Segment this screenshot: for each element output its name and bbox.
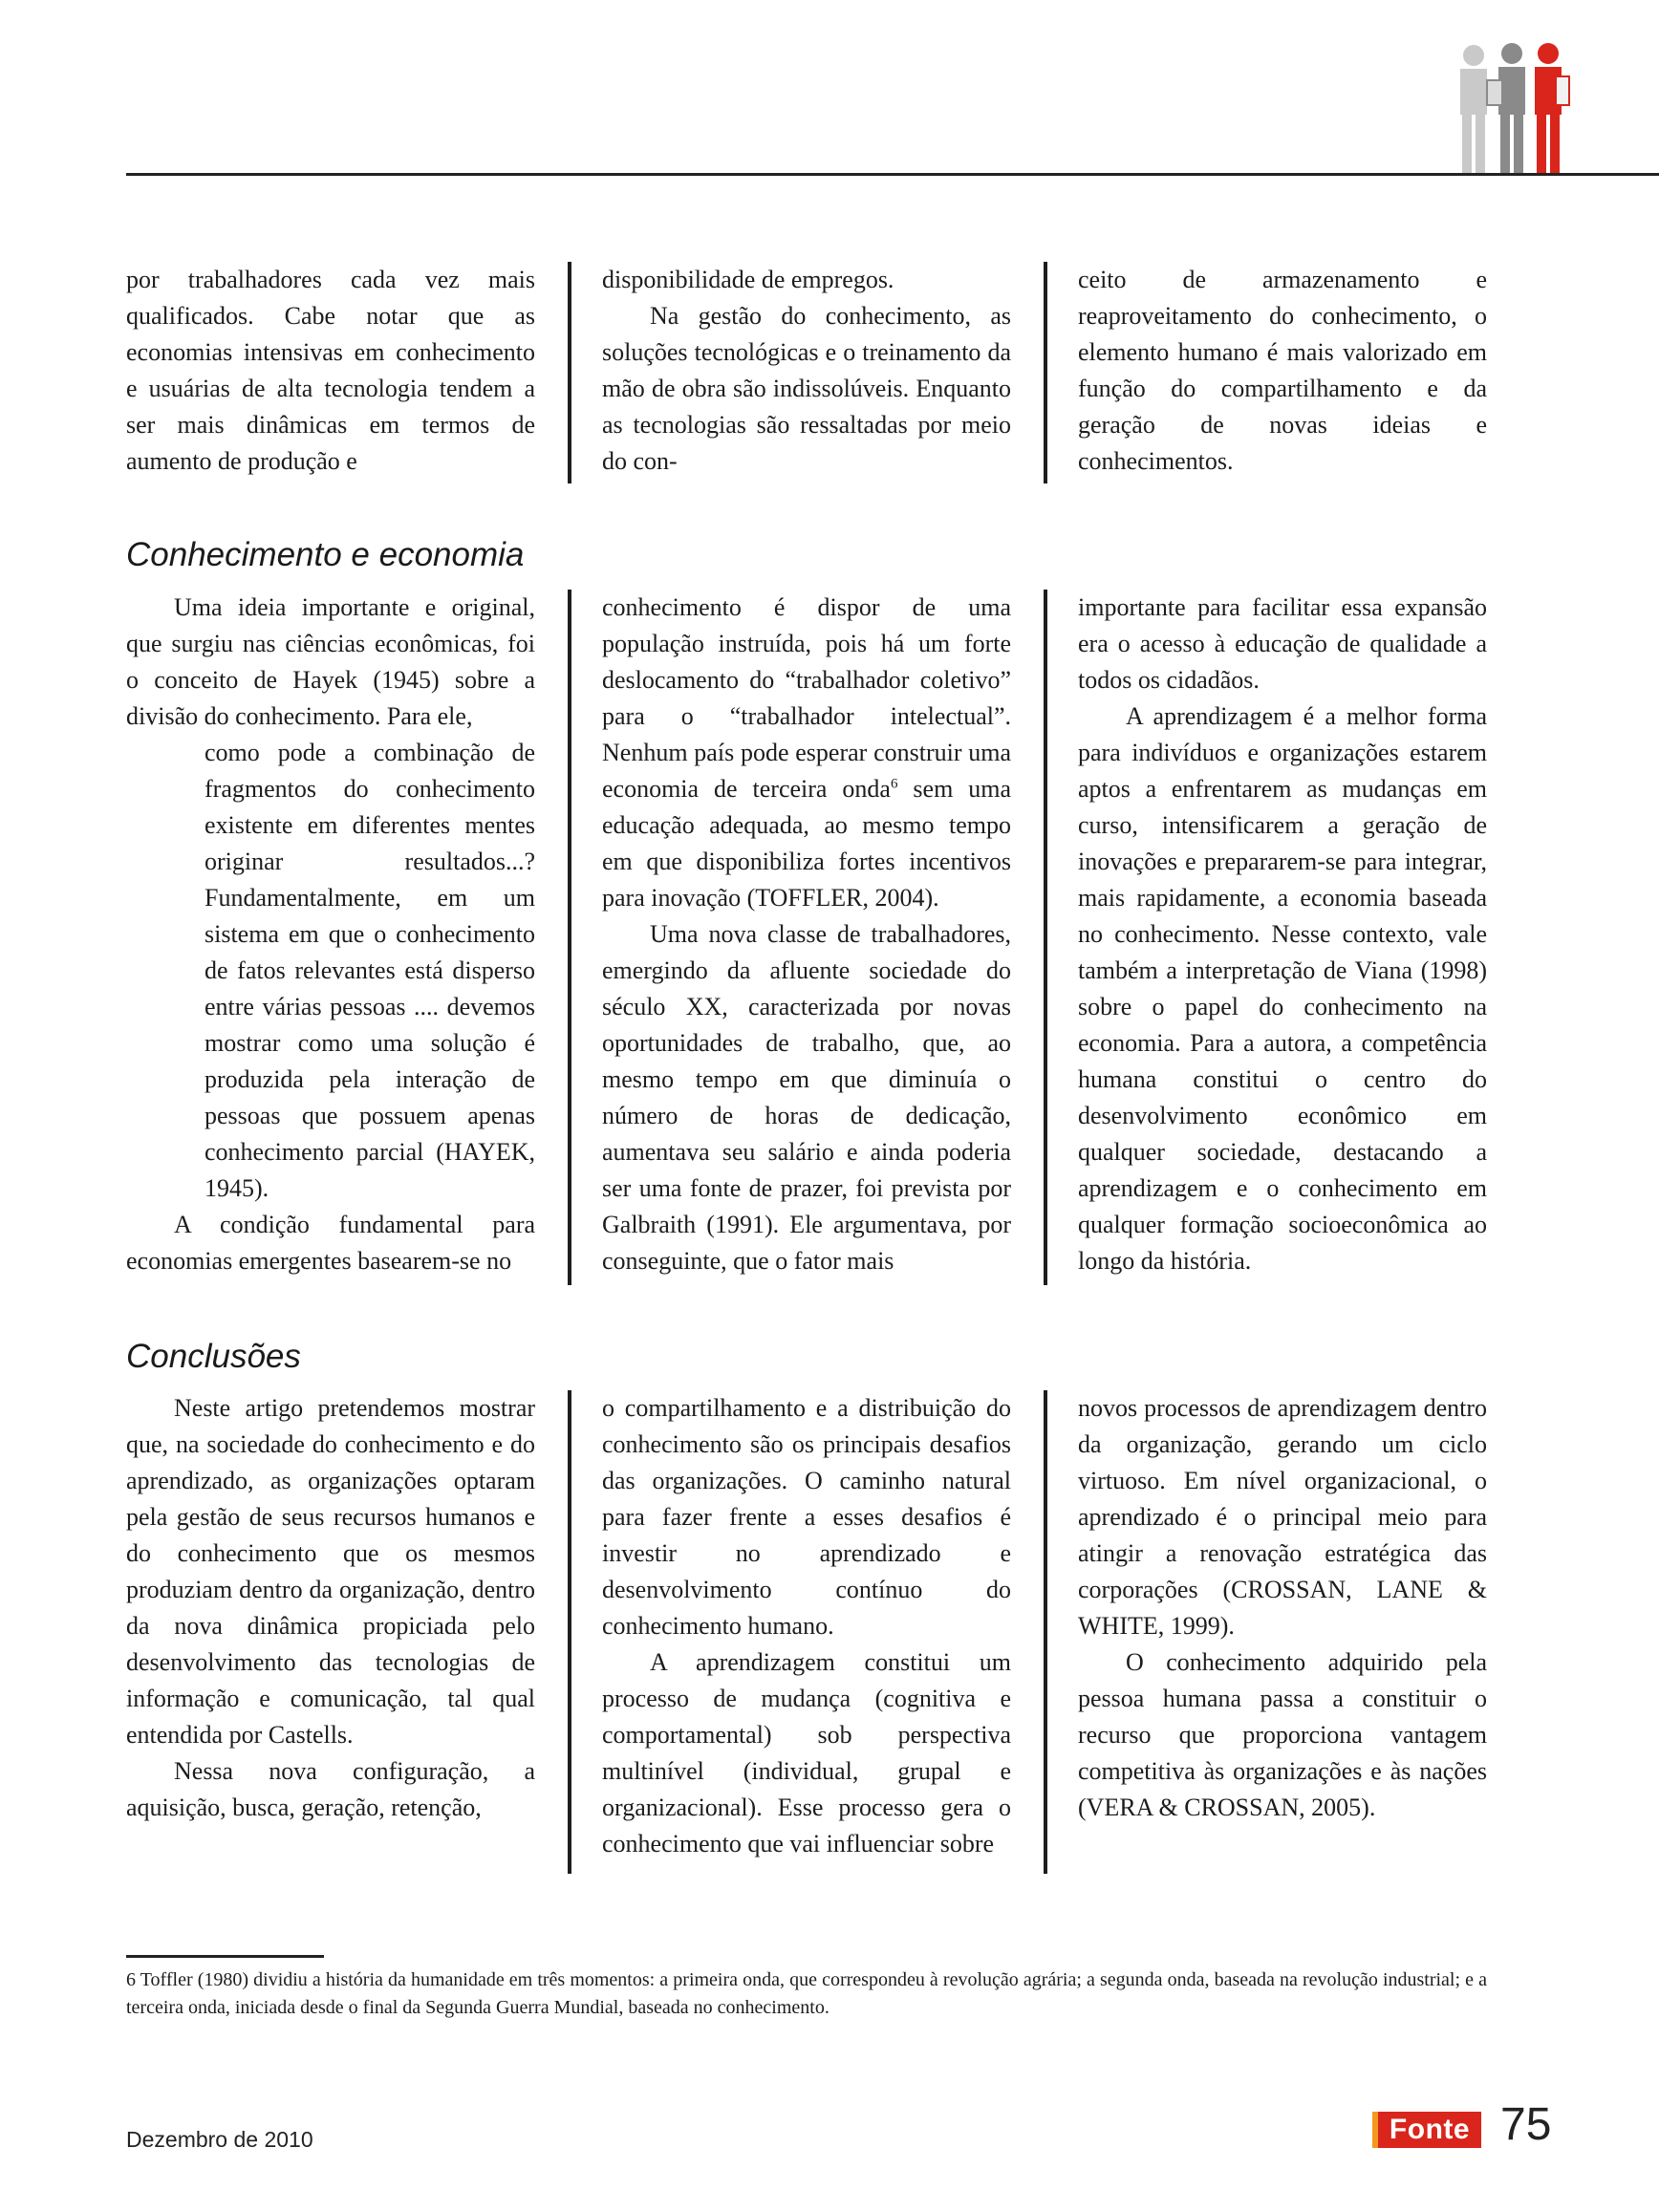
paragraph: Neste artigo pretendemos mostrar que, na sociedade do conhecimento e do aprendizado, as organizações optaram pela gestão de seus recursos humanos e do conhecimento que os mesmos produziam dentro da organização, dentro da nova dinâmica propiciada pelo desenvolvimento das tecnologias de informação e comunicação, tal qual entendida por Castells. xyxy=(126,1394,536,1749)
fonte-logo: Fonte xyxy=(1372,2112,1481,2148)
section-heading: Conhecimento e economia xyxy=(126,536,525,573)
paragraph: Uma ideia importante e original, que surgiu nas ciências econômicas, foi o conceito de Hayek (1945) sobre a divisão do conhecimento. Para ele, xyxy=(126,593,536,730)
footnote: 6 Toffler (1980) dividiu a história da humanidade em três momentos: a primeira onda, que correspondeu à revolução agrária; a segunda onda, baseada na revolução industrial; e a terceira onda, iniciada desde o final da Segunda Guerra Mundial, baseada no conhecimento. xyxy=(126,1969,1487,2018)
footnote-rule xyxy=(126,1955,324,1958)
conclusions-column-3 xyxy=(1078,1390,1487,1874)
intro-column-3 xyxy=(1078,262,1487,483)
block-quote: como pode a combinação de fragmentos do conhecimento existente em diferentes mentes originar resultados...? Fundamentalmente, em um sistema em que o conhecimento de fatos relevantes está disperso entre várias pessoas .... devemos mostrar como uma solução é produzida pela interação de pessoas que possuem apenas conhecimento parcial (HAYEK, 1945). xyxy=(205,739,536,1202)
column-rule xyxy=(1044,590,1047,1285)
column-rule xyxy=(568,262,571,483)
economy-column-3 xyxy=(1078,590,1487,1285)
paragraph: o compartilhamento e a distribuição do conhecimento são os principais desafios das organizações. O caminho natural para fazer frente a esses desafios é investir no aprendizado e desenvolvimento contínuo do conhecimento humano. xyxy=(602,1394,1012,1640)
column-rule xyxy=(568,1390,571,1874)
header-rule xyxy=(126,173,1659,176)
column-rule xyxy=(1044,262,1047,483)
economy-column-2 xyxy=(602,590,1011,1285)
paragraph: A aprendizagem constitui um processo de mudança (cognitiva e comportamental) sob perspectiva multinível (individual, grupal e organizacional). Esse processo gera o conhecimento que vai influenciar sobre xyxy=(602,1648,1012,1858)
paragraph: O conhecimento adquirido pela pessoa humana passa a constituir o recurso que proporciona vantagem competitiva às organizações e às nações (VERA & CROSSAN, 2005). xyxy=(1078,1648,1488,1821)
column-rule xyxy=(1044,1390,1047,1874)
paragraph: novos processos de aprendizagem dentro da organização, gerando um ciclo virtuoso. Em nível organizacional, o aprendizado é o principal meio para atingir a renovação estratégica das corporações (CROSSAN, LANE & WHITE, 1999). xyxy=(1078,1394,1488,1640)
paragraph: Na gestão do conhecimento, as soluções tecnológicas e o treinamento da mão de obra são indissolúveis. Enquanto as tecnologias são ressaltadas por meio do con- xyxy=(602,302,1012,475)
intro-column-1 xyxy=(126,262,535,483)
conclusions-column-2 xyxy=(602,1390,1011,1874)
section-heading: Conclusões xyxy=(126,1338,301,1375)
paragraph: importante para facilitar essa expansão era o acesso à educação de qualidade a todos os cidadãos. xyxy=(1078,593,1488,694)
footnote-ref[interactable]: 6 xyxy=(890,776,898,792)
intro-column-2 xyxy=(602,262,1011,483)
issue-date: Dezembro de 2010 xyxy=(126,2127,313,2152)
paragraph: disponibilidade de empregos. xyxy=(602,266,894,293)
paragraph xyxy=(602,590,1011,916)
page-number: 75 xyxy=(1500,2099,1552,2150)
text-span: sem uma educação adequada, ao mesmo tempo em que disponibiliza fortes incentivos para inovação (TOFFLER, 2004). xyxy=(602,775,1012,912)
paragraph: ceito de armazenamento e reaproveitamento do conhecimento, o elemento humano é mais valorizado em função do compartilhamento e da geração de novas ideias e conhecimentos. xyxy=(1078,266,1488,475)
text-span: conhecimento é dispor de uma população instruída, pois há um forte deslocamento do “trabalhador coletivo” para o “trabalhador intelectual”. Nenhum país pode esperar construir uma economia de terceira onda xyxy=(602,593,1012,803)
paragraph: A condição fundamental para economias emergentes basearem-se no xyxy=(126,1211,536,1275)
economy-column-1 xyxy=(126,590,535,1285)
paragraph: por trabalhadores cada vez mais qualificados. Cabe notar que as economias intensivas em conhecimento e usuárias de alta tecnologia tendem a ser mais dinâmicas em termos de aumento de produção e xyxy=(126,266,536,475)
people-group-logo xyxy=(1443,38,1586,174)
paragraph: A aprendizagem é a melhor forma para indivíduos e organizações estarem aptos a enfrentarem as mudanças em curso, intensificarem a geração de inovações e prepararem-se para integrar, mais rapidamente, a economia baseada no conhecimento. Nesse contexto, vale também a interpretação de Viana (1998) sobre o papel do conhecimento na economia. Para a autora, a competência humana constitui o centro do desenvolvimento econômico em qualquer sociedade, destacando a aprendizagem e o conhecimento em qualquer formação socioeconômica ao longo da história. xyxy=(1078,702,1488,1275)
paragraph: Nessa nova configuração, a aquisição, busca, geração, retenção, xyxy=(126,1757,536,1821)
column-rule xyxy=(568,590,571,1285)
paragraph: Uma nova classe de trabalhadores, emergindo da afluente sociedade do século XX, caracterizada por novas oportunidades de trabalho, que, ao mesmo tempo em que diminuía o número de horas de dedicação, aumentava seu salário e ainda poderia ser uma fonte de prazer, foi prevista por Galbraith (1991). Ele argumentava, por conseguinte, que o fator mais xyxy=(602,920,1012,1275)
conclusions-column-1 xyxy=(126,1390,535,1874)
